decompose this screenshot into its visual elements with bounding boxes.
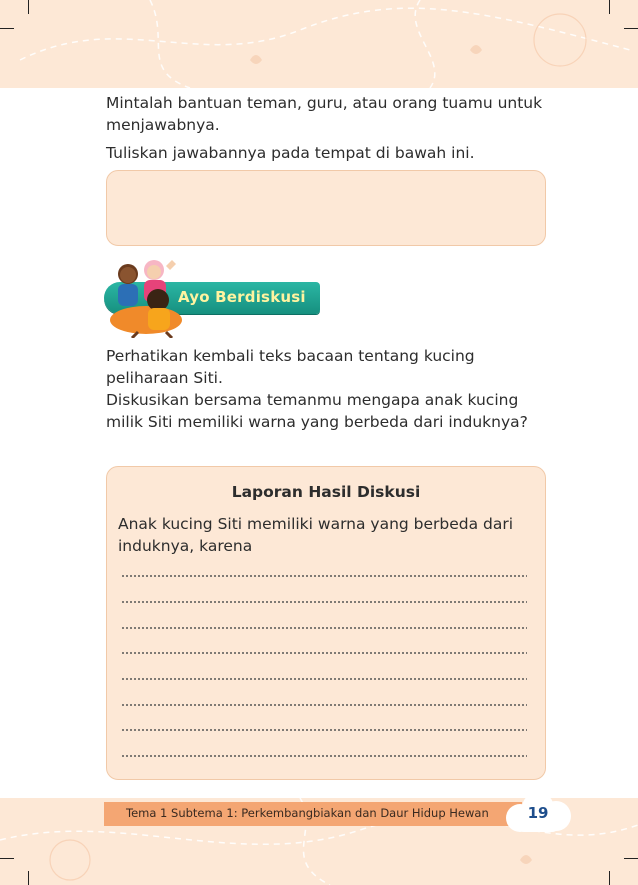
report-title: Laporan Hasil Diskusi: [231, 483, 421, 501]
top-decorative-band: [0, 0, 638, 88]
crop-mark: [624, 28, 638, 29]
activity-title: Ayo Berdiskusi: [178, 288, 306, 306]
page-number: 19: [527, 804, 549, 822]
discussion-question: Diskusikan bersama temanmu mengapa anak kucing milik Siti memiliki warna yang berbeda dari induknya?: [106, 391, 528, 431]
crop-mark: [28, 871, 29, 885]
answer-line[interactable]: [121, 574, 527, 578]
report-prompt: Anak kucing Siti memiliki warna yang berbeda dari induknya, karena: [118, 515, 514, 555]
crop-mark: [28, 0, 29, 14]
answer-line[interactable]: [121, 754, 527, 758]
answer-line[interactable]: [121, 651, 527, 655]
answer-line[interactable]: [121, 703, 527, 707]
answer-line[interactable]: [121, 626, 527, 630]
answer-line[interactable]: [121, 728, 527, 732]
crop-mark: [0, 28, 14, 29]
crop-mark: [0, 858, 14, 859]
answer-box[interactable]: [106, 170, 546, 246]
answer-line[interactable]: [121, 677, 527, 681]
crop-mark: [609, 871, 610, 885]
crop-mark: [624, 858, 638, 859]
instruction-text-2: Tuliskan jawabannya pada tempat di bawah ini.: [106, 144, 475, 162]
instruction-text: Mintalah bantuan teman, guru, atau orang tuamu untuk menjawabnya.: [106, 94, 543, 134]
discussion-text: Perhatikan kembali teks bacaan tentang kucing peliharaan Siti.: [106, 347, 475, 387]
children-discussing-icon: [108, 258, 184, 338]
answer-line[interactable]: [121, 600, 527, 604]
crop-mark: [609, 0, 610, 14]
footer-theme-text: Tema 1 Subtema 1: Perkembangbiakan dan Daur Hidup Hewan: [126, 806, 489, 820]
